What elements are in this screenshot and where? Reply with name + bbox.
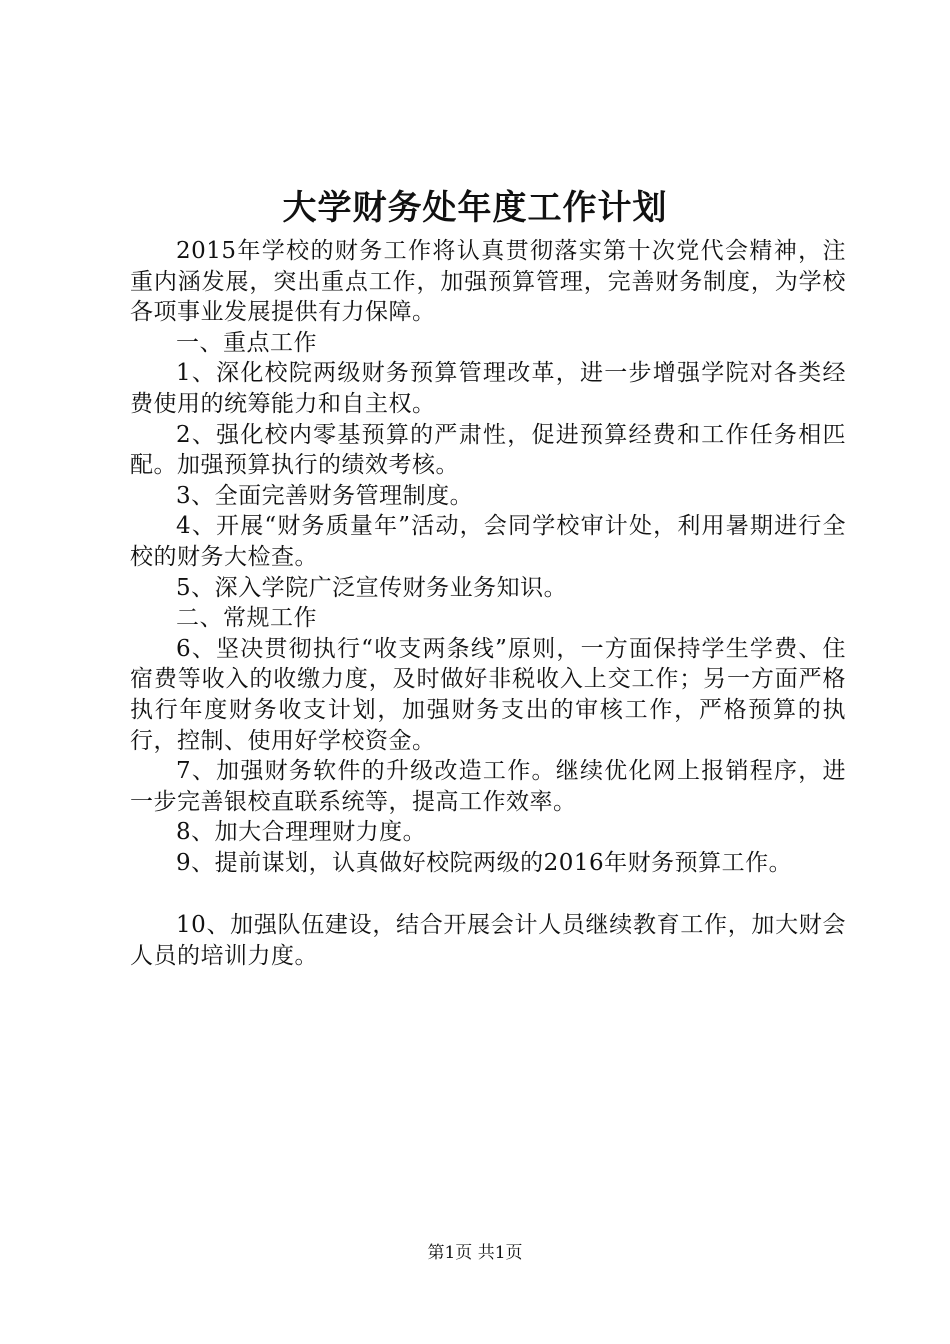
document-title: 大学财务处年度工作计划 xyxy=(282,188,668,228)
item-2-paragraph: 2、强化校内零基预算的严肃性，促进预算经费和工作任务相匹配。加强预算执行的绩效考核。 xyxy=(130,421,846,479)
item-4-paragraph: 4、开展“财务质量年”活动，会同学校审计处，利用暑期进行全校的财务大检查。 xyxy=(130,513,846,570)
item-6-paragraph: 6、坚决贯彻执行“收支两条线”原则，一方面保持学生学费、住宿费等收入的收缴力度，及时做好非税收入上交工作；另一方面严格执行年度财务收支计划，加强财务支出的审核工作，严格预算的执行，控制、使用好学校资金。 xyxy=(130,635,846,754)
item-8-paragraph: 8、加大合理理财力度。 xyxy=(176,819,427,846)
item-10-paragraph: 10、加强队伍建设，结合开展会计人员继续教育工作，加大财会人员的培训力度。 xyxy=(130,912,846,970)
item-1-paragraph: 1、深化校院两级财务预算管理改革，进一步增强学院对各类经费使用的统筹能力和自主权。 xyxy=(130,360,846,417)
item-9-paragraph: 9、提前谋划，认真做好校院两级的2016年财务预算工作。 xyxy=(176,849,793,876)
section-heading-key-work: 一、重点工作 xyxy=(176,329,317,356)
paragraph-spacer xyxy=(130,878,846,910)
item-5-paragraph: 5、深入学院广泛宣传财务业务知识。 xyxy=(176,574,568,601)
document-body xyxy=(130,236,846,972)
item-7-paragraph: 7、加强财务软件的升级改造工作。继续优化网上报销程序，进一步完善银校直联系统等，提高工作效率。 xyxy=(130,758,846,815)
item-3-paragraph: 3、全面完善财务管理制度。 xyxy=(176,482,474,509)
page-footer: 第1页 共1页 xyxy=(427,1243,523,1263)
section-heading-routine-work: 二、常规工作 xyxy=(176,605,317,632)
intro-paragraph: 2015年学校的财务工作将认真贯彻落实第十次党代会精神，注重内涵发展，突出重点工作，加强预算管理，完善财务制度，为学校各项事业发展提供有力保障。 xyxy=(130,238,846,326)
